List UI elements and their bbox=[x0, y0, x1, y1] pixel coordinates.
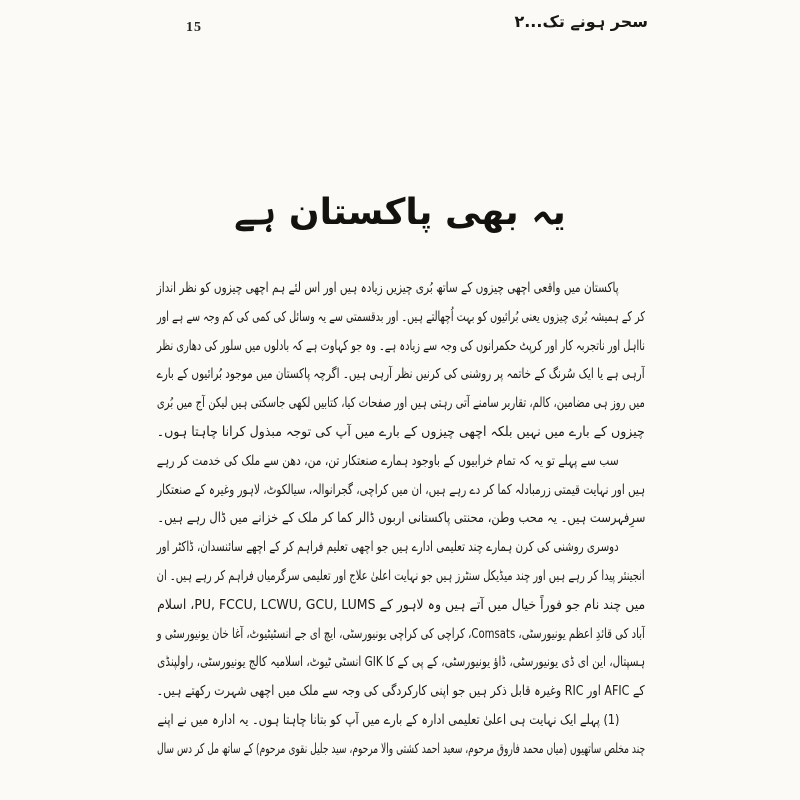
text-line: نااہل اور ناتجربہ کار اور کرپٹ حکمرانوں کی وجہ سے زیادہ ہے۔ وہ جو کہاوت ہے کہ بادلوں میں سلور کی دھاری نظر bbox=[157, 337, 645, 354]
chapter-title: یہ بھی پاکستان ہے bbox=[234, 192, 566, 233]
paragraph bbox=[157, 447, 645, 533]
paragraph bbox=[157, 533, 645, 706]
text-line: سب سے پہلے تو یہ کہ تمام خرابیوں کے باوجود ہمارے صنعتکار تن، من، دھن سے ملک کی خدمت کر رہے bbox=[156, 452, 619, 469]
text-line: دوسری روشنی کی کرن ہمارے چند تعلیمی ادارے ہیں جو اچھی تعلیم فراہم کر کے اچھے سائنسدان، ڈاکٹر اور bbox=[157, 539, 619, 556]
body-text bbox=[157, 274, 645, 764]
text-line: انجینئر پیدا کر رہے ہیں اور چند میڈیکل سنٹرز ہیں جو نہایت اعلیٰ علاج اور تعلیمی سرگرمیاں فراہم کر رہے ہیں۔ ان bbox=[157, 567, 645, 584]
page-number: 15 bbox=[186, 20, 202, 35]
text-line: پاکستان میں واقعی اچھی چیزوں کے ساتھ بُری چیزیں زیادہ ہیں اور اس لئے ہم اچھی چیزوں کو نظر انداز bbox=[157, 280, 619, 296]
text-line: میں روز ہی مضامین، کالم، تقاریر سامنے آتی رہتی ہیں اور صفحات کیا، کتابیں لکھی جاسکتی ہیں لیکن آج میں بُری bbox=[156, 395, 645, 412]
paragraph bbox=[157, 706, 645, 764]
text-line: آرہی ہے یا ایک سُرنگ کے خاتمہ پر روشنی کی کرنیں نظر آرہی ہیں۔ اگرچہ پاکستان میں موجود بُرائیوں کے بارے bbox=[157, 366, 645, 383]
text-line: کر کے ہمیشہ بُری چیزوں یعنی بُرائیوں کو بہت اُچھالتے ہیں۔ اور بدقسمتی سے یہ وسائل کی کمی کی کم وجہ سے ہے اور bbox=[156, 308, 645, 325]
text-line: ہسپتال، این ای ڈی یونیورسٹی، ڈاؤ یونیورسٹی، کے پی کے کا GIK انسٹی ٹیوٹ، اسلامیہ کالج یونیورسٹی، راولپنڈی bbox=[157, 654, 645, 671]
text-line: میں چند نام جو فوراً خیال میں آتے ہیں وہ لاہور کے PU, FCCU, LCWU, GCU, LUMS، اسلام bbox=[156, 596, 645, 613]
running-header-title: سحر ہونے تک...۲ bbox=[514, 12, 648, 31]
text-line: کے AFIC اور RIC وغیرہ قابل ذکر ہیں جو اپنی کارکردگی کی وجہ سے ملک میں اچھی شہرت رکھتے ہیں۔ bbox=[156, 683, 645, 700]
text-line: ہیں اور نہایت قیمتی زرمبادلہ کما کر دے رہے ہیں، ان میں کراچی، گجرانوالہ، سیالکوٹ، لاہور وغیرہ کے صنعتکار bbox=[157, 481, 645, 498]
text-line: (1) پہلے ایک نہایت ہی اعلیٰ تعلیمی ادارہ کے بارے میں آپ کو بتانا چاہتا ہوں۔ یہ ادارہ میں نے اپنے bbox=[157, 711, 619, 728]
text-line: سرِفہرست ہیں۔ یہ محب وطن، محنتی پاکستانی اربوں ڈالر کما کر ملک کے خزانے میں ڈال رہے ہیں۔ bbox=[157, 510, 645, 527]
text-line: چند مخلص ساتھیوں (میاں محمد فاروق مرحوم، سعید احمد کشتی والا مرحوم، سید جلیل نقوی مرحوم) کے ساتھ مل کر دس سال bbox=[156, 740, 645, 757]
paragraph bbox=[157, 274, 645, 447]
text-line: آباد کی قائدِ اعظم یونیورسٹی، Comsats، کراچی کی کراچی یونیورسٹی، ایچ ای جے انسٹیٹیوٹ، آغا خان یونیورسٹی و bbox=[156, 625, 645, 642]
text-line: چیزوں کے بارے میں نہیں بلکہ اچھی چیزوں کے بارے میں آپ کی توجہ مبذول کرانا چاہتا ہوں۔ bbox=[156, 423, 645, 440]
